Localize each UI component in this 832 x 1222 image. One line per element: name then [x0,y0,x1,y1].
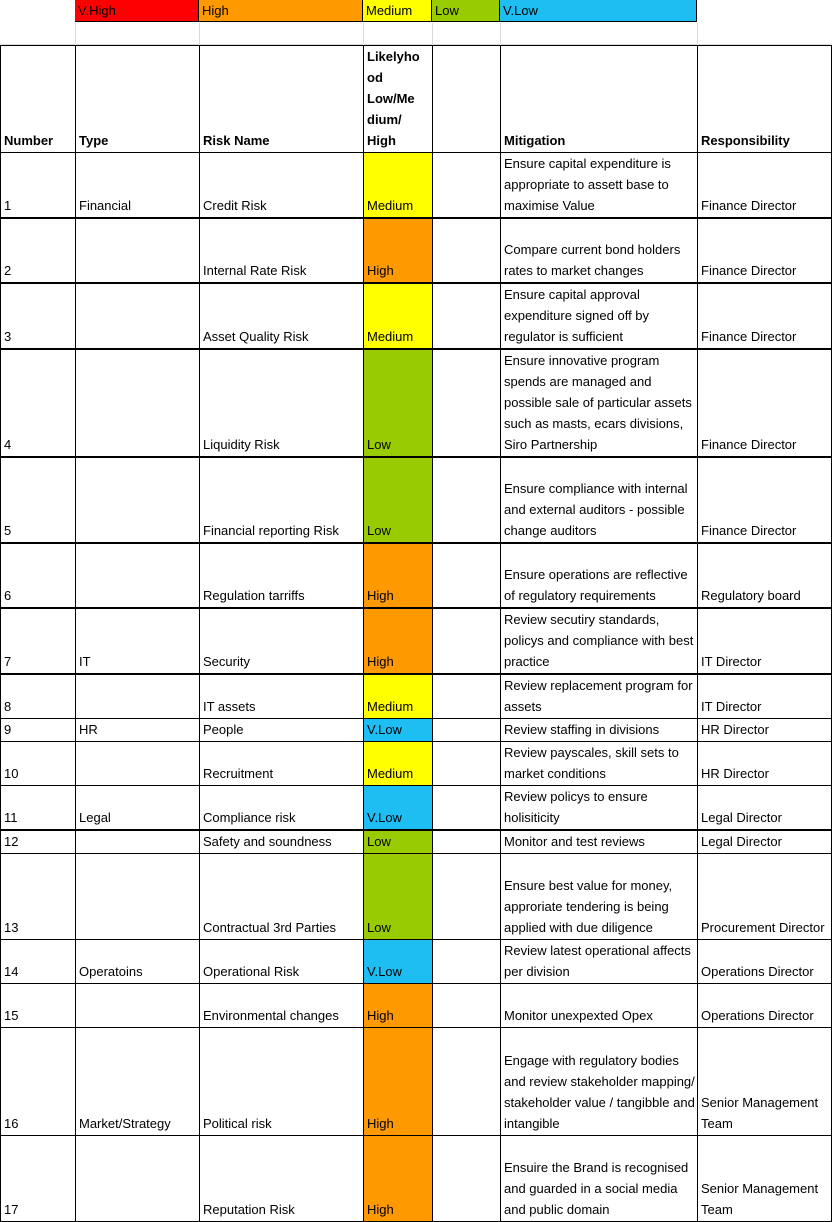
row-number: 9 [1,719,76,742]
row-likelihood: High [364,608,433,674]
row-mitigation: Ensure innovative program spends are managed and possible sale of particular assets such as masts, ecars divisions, Siro Partnership [501,349,698,457]
row-likelihood: Low [364,830,433,854]
row-blank [433,543,501,608]
row-risk-name: Safety and soundness [200,830,364,854]
row-blank [433,608,501,674]
row-risk-name: Security [200,608,364,674]
row-mitigation: Engage with regulatory bodies and review stakeholder mapping/ stakeholder value / tangibble and intangible [501,1028,698,1136]
row-blank [433,1028,501,1136]
row-mitigation: Ensure operations are reflective of regulatory requirements [501,543,698,608]
row-mitigation: Ensure compliance with internal and external auditors - possible change auditors [501,457,698,543]
row-blank [433,786,501,831]
row-number: 11 [1,786,76,831]
row-likelihood: Medium [364,674,433,719]
row-likelihood: High [364,543,433,608]
risk-register-table [0,45,832,1222]
row-mitigation: Review payscales, skill sets to market conditions [501,742,698,786]
row-number: 12 [1,830,76,854]
row-risk-name: Reputation Risk [200,1136,364,1222]
row-type [76,854,200,940]
row-likelihood: High [364,1028,433,1136]
row-responsibility: Operations Director [698,940,832,984]
grid-line [75,23,76,45]
row-number: 2 [1,218,76,283]
row-mitigation: Compare current bond holders rates to market changes [501,218,698,283]
row-responsibility: IT Director [698,674,832,719]
row-mitigation: Ensure best value for money, approriate tendering is being applied with due diligence [501,854,698,940]
row-type [76,742,200,786]
row-risk-name: Liquidity Risk [200,349,364,457]
grid-line [500,23,501,45]
grid-line [432,23,433,45]
row-mitigation: Ensure capital approval expenditure signed off by regulator is sufficient [501,283,698,349]
table-row [1,742,832,786]
row-risk-name: Financial reporting Risk [200,457,364,543]
row-blank [433,984,501,1028]
row-likelihood: Low [364,349,433,457]
row-blank [433,674,501,719]
likelihood-legend [0,0,832,23]
row-risk-name: Recruitment [200,742,364,786]
legend-medium: Medium [363,0,432,22]
row-number: 6 [1,543,76,608]
row-likelihood: High [364,218,433,283]
row-number: 4 [1,349,76,457]
row-mitigation: Monitor unexpexted Opex [501,984,698,1028]
row-risk-name: Asset Quality Risk [200,283,364,349]
row-blank [433,457,501,543]
row-likelihood: V.Low [364,719,433,742]
row-type [76,218,200,283]
row-risk-name: People [200,719,364,742]
row-mitigation: Review latest operational affects per division [501,940,698,984]
row-responsibility: Finance Director [698,349,832,457]
table-row [1,984,832,1028]
grid-line [199,23,200,45]
row-risk-name: Credit Risk [200,153,364,219]
row-responsibility: Senior Management Team [698,1136,832,1222]
header-likelihood: Likelyho od Low/Me dium/ High [364,46,433,153]
row-responsibility: IT Director [698,608,832,674]
row-type [76,830,200,854]
header-mitigation: Mitigation [501,46,698,153]
header-type: Type [76,46,200,153]
row-responsibility: Operations Director [698,984,832,1028]
table-row [1,854,832,940]
table-row [1,674,832,719]
header-number: Number [1,46,76,153]
header-row [1,46,832,153]
row-responsibility: HR Director [698,719,832,742]
row-risk-name: Compliance risk [200,786,364,831]
row-number: 8 [1,674,76,719]
table-row [1,608,832,674]
row-likelihood: High [364,1136,433,1222]
grid-line [697,23,698,45]
row-blank [433,218,501,283]
row-blank [433,719,501,742]
row-type: Legal [76,786,200,831]
row-likelihood: Medium [364,742,433,786]
row-likelihood: High [364,984,433,1028]
row-type [76,674,200,719]
table-row [1,719,832,742]
row-likelihood: V.Low [364,940,433,984]
header-responsibility: Responsibility [698,46,832,153]
row-blank [433,940,501,984]
row-number: 15 [1,984,76,1028]
table-row [1,543,832,608]
table-row [1,940,832,984]
row-number: 14 [1,940,76,984]
row-risk-name: Political risk [200,1028,364,1136]
row-responsibility: Procurement Director [698,854,832,940]
table-row [1,349,832,457]
row-type [76,283,200,349]
row-risk-name: Environmental changes [200,984,364,1028]
row-type: Market/Strategy [76,1028,200,1136]
row-blank [433,349,501,457]
row-responsibility: Finance Director [698,283,832,349]
header-blank [433,46,501,153]
table-row [1,1028,832,1136]
row-blank [433,283,501,349]
table-row [1,153,832,219]
row-type [76,457,200,543]
row-number: 16 [1,1028,76,1136]
row-responsibility: Legal Director [698,830,832,854]
row-type: Operatoins [76,940,200,984]
row-blank [433,153,501,219]
row-responsibility: Regulatory board [698,543,832,608]
table-row [1,830,832,854]
row-blank [433,854,501,940]
row-type: Financial [76,153,200,219]
row-responsibility: Senior Management Team [698,1028,832,1136]
row-type [76,1136,200,1222]
row-type: HR [76,719,200,742]
row-number: 10 [1,742,76,786]
table-row [1,786,832,831]
row-risk-name: Regulation tarriffs [200,543,364,608]
row-blank [433,830,501,854]
table-row [1,218,832,283]
legend-v-low: V.Low [500,0,697,22]
legend-high: High [199,0,363,22]
row-risk-name: Operational Risk [200,940,364,984]
table-row [1,283,832,349]
row-likelihood: V.Low [364,786,433,831]
row-type [76,543,200,608]
row-blank [433,1136,501,1222]
row-blank [433,742,501,786]
row-number: 1 [1,153,76,219]
row-responsibility: Finance Director [698,153,832,219]
row-type: IT [76,608,200,674]
row-mitigation: Review staffing in divisions [501,719,698,742]
row-number: 7 [1,608,76,674]
header-risk-name: Risk Name [200,46,364,153]
row-number: 17 [1,1136,76,1222]
row-likelihood: Low [364,457,433,543]
row-likelihood: Low [364,854,433,940]
row-mitigation: Ensuire the Brand is recognised and guarded in a social media and public domain [501,1136,698,1222]
grid-line [363,23,364,45]
table-row [1,457,832,543]
row-responsibility: Finance Director [698,218,832,283]
row-mitigation: Monitor and test reviews [501,830,698,854]
row-mitigation: Ensure capital expenditure is appropriate to assett base to maximise Value [501,153,698,219]
row-risk-name: Contractual 3rd Parties [200,854,364,940]
legend-low: Low [432,0,500,22]
legend-v-high: V.High [75,0,199,22]
row-likelihood: Medium [364,283,433,349]
row-responsibility: HR Director [698,742,832,786]
row-responsibility: Legal Director [698,786,832,831]
row-number: 5 [1,457,76,543]
row-mitigation: Review secutiry standards, policys and compliance with best practice [501,608,698,674]
row-type [76,984,200,1028]
table-row [1,1136,832,1222]
row-number: 3 [1,283,76,349]
row-mitigation: Review policys to ensure holisiticity [501,786,698,831]
row-number: 13 [1,854,76,940]
row-responsibility: Finance Director [698,457,832,543]
row-mitigation: Review replacement program for assets [501,674,698,719]
row-likelihood: Medium [364,153,433,219]
row-risk-name: IT assets [200,674,364,719]
row-risk-name: Internal Rate Risk [200,218,364,283]
row-type [76,349,200,457]
